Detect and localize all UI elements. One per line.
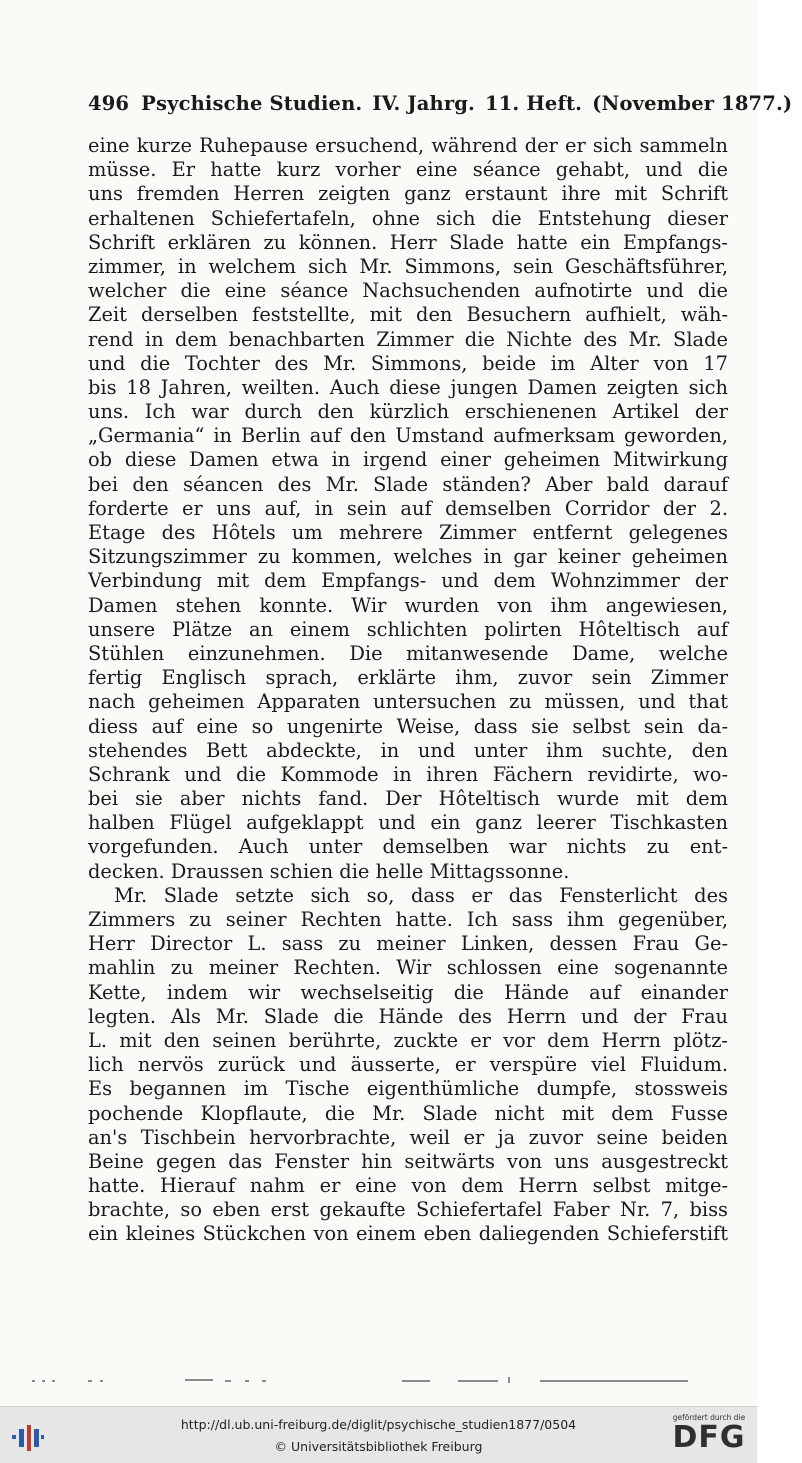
text-line: erhaltenen Schiefertafeln, ohne sich die Entstehung dieser xyxy=(88,206,728,230)
text-line: müsse. Er hatte kurz vorher eine séance gehabt, und die xyxy=(88,158,728,182)
text-line: mahlin zu meiner Rechten. Wir schlossen eine sogenannte xyxy=(88,956,728,980)
text-line: welcher die eine séance Nachsuchenden aufnotirte und die xyxy=(88,279,728,303)
text-line: nach geheimen Apparaten untersuchen zu müssen, und that xyxy=(88,690,728,714)
dfg-caption: gefördert durch die xyxy=(672,1413,746,1422)
text-line: Kette, indem wir wechselseitig die Hände auf einander xyxy=(88,980,728,1004)
text-line: pochende Klopflaute, die Mr. Slade nicht mit dem Fusse xyxy=(88,1101,728,1125)
text-line: stehendes Bett abdeckte, in und unter ihm suchte, den xyxy=(88,738,728,762)
text-line: bei den séancen des Mr. Slade ständen? Aber bald darauf xyxy=(88,472,728,496)
body-text xyxy=(88,134,728,1247)
text-line: Schrank und die Kommode in ihren Fächern revidirte, wo- xyxy=(88,762,728,786)
text-line: uns fremden Herren zeigten ganz erstaunt ihre mit Schrift xyxy=(88,182,728,206)
text-line: forderte er uns auf, in sein auf demselben Corridor der 2. xyxy=(88,496,728,520)
text-line: Schrift erklären zu können. Herr Slade hatte ein Empfangs- xyxy=(88,230,728,254)
text-line: Sitzungszimmer zu kommen, welches in gar keiner geheimen xyxy=(88,545,728,569)
page-number: 496 xyxy=(88,92,130,115)
text-line: decken. Draussen schien die helle Mittagssonne. xyxy=(88,859,570,883)
issue-date: (November 1877.) xyxy=(592,92,793,115)
text-line: zimmer, in welchem sich Mr. Simmons, sein Geschäftsführer, xyxy=(88,254,728,278)
journal-title: Psychische Studien. xyxy=(141,92,363,115)
text-line: Zeit derselben feststellte, mit den Besuchern aufhielt, wäh- xyxy=(88,303,728,327)
text-line: Etage des Hôtels um mehrere Zimmer entfernt gelegenes xyxy=(88,521,728,544)
text-line: Mr. Slade setzte sich so, dass er das Fensterlicht des xyxy=(114,883,728,907)
volume: IV. Jahrg. xyxy=(372,92,475,115)
text-line: brachte, so eben erst gekaufte Schiefertafel Faber Nr. 7, biss xyxy=(88,1198,728,1222)
text-line: uns. Ich war durch den kürzlich erschienenen Artikel der xyxy=(88,400,728,424)
text-line: ob diese Damen etwa in irgend einer geheimen Mitwirkung xyxy=(88,448,728,472)
running-header xyxy=(88,92,793,120)
bleed-marks-graphic xyxy=(30,1374,730,1388)
text-line: Verbindung mit dem Empfangs- und dem Wohnzimmer der xyxy=(88,569,728,593)
text-line: Damen stehen konnte. Wir wurden von ihm angewiesen, xyxy=(88,593,728,617)
text-line: Zimmers zu seiner Rechten hatte. Ich sass ihm gegenüber, xyxy=(88,908,728,931)
text-line: an's Tischbein hervorbrachte, weil er ja zuvor seine beiden xyxy=(88,1125,728,1149)
text-line: vorgefunden. Auch unter demselben war nichts zu ent- xyxy=(88,835,728,859)
text-line: rend in dem benachbarten Zimmer die Nichte des Mr. Slade xyxy=(88,327,728,351)
print-bleed-marks xyxy=(30,1374,730,1388)
source-url-link[interactable]: http://dl.ub.uni-freiburg.de/diglit/psychische_studien1877/0504 xyxy=(180,1417,577,1432)
text-line: halben Flügel aufgeklappt und ein ganz leerer Tischkasten xyxy=(88,811,728,835)
text-line: L. mit den seinen berührte, zuckte er vor dem Herrn plötz- xyxy=(88,1028,728,1052)
text-line: Herr Director L. sass zu meiner Linken, dessen Frau Ge- xyxy=(88,932,728,956)
copyright-notice: © Universitätsbibliothek Freiburg xyxy=(274,1439,483,1454)
dfg-logo-text: DFG xyxy=(672,1420,746,1455)
text-line: Es begannen im Tische eigenthümliche dumpfe, stossweis xyxy=(88,1077,728,1101)
footer-bar xyxy=(0,1406,757,1463)
text-line: hatte. Hierauf nahm er eine von dem Herrn selbst mitge- xyxy=(88,1174,728,1198)
issue: 11. Heft. xyxy=(485,92,583,115)
text-line: Stühlen einzunehmen. Die mitanwesende Dame, welche xyxy=(88,641,728,665)
text-line: diess auf eine so ungenirte Weise, dass sie selbst sein da- xyxy=(88,714,728,738)
text-line: ein kleines Stückchen von einem eben daliegenden Schieferstift xyxy=(88,1222,728,1246)
text-line: „Germania“ in Berlin auf den Umstand aufmerksam geworden, xyxy=(88,424,728,448)
text-line: legten. Als Mr. Slade die Hände des Herrn und der Frau xyxy=(88,1004,728,1028)
text-line: bei sie aber nichts fand. Der Hôteltisch wurde mit dem xyxy=(88,787,728,811)
text-line: fertig Englisch sprach, erklärte ihm, zuvor sein Zimmer xyxy=(88,666,728,690)
text-line: lich nervös zurück und äusserte, er verspüre viel Fluidum. xyxy=(88,1053,728,1077)
text-line: Beine gegen das Fenster hin seitwärts von uns ausgestreckt xyxy=(88,1149,728,1173)
text-line: eine kurze Ruhepause ersuchend, während der er sich sammeln xyxy=(88,134,728,157)
dfg-logo-icon xyxy=(669,1413,749,1459)
text-line: bis 18 Jahren, weilten. Auch diese jungen Damen zeigten sich xyxy=(88,375,728,399)
text-line: und die Tochter des Mr. Simmons, beide im Alter von 17 xyxy=(88,351,728,375)
text-line: unsere Plätze an einem schlichten polirten Hôteltisch auf xyxy=(88,617,728,641)
